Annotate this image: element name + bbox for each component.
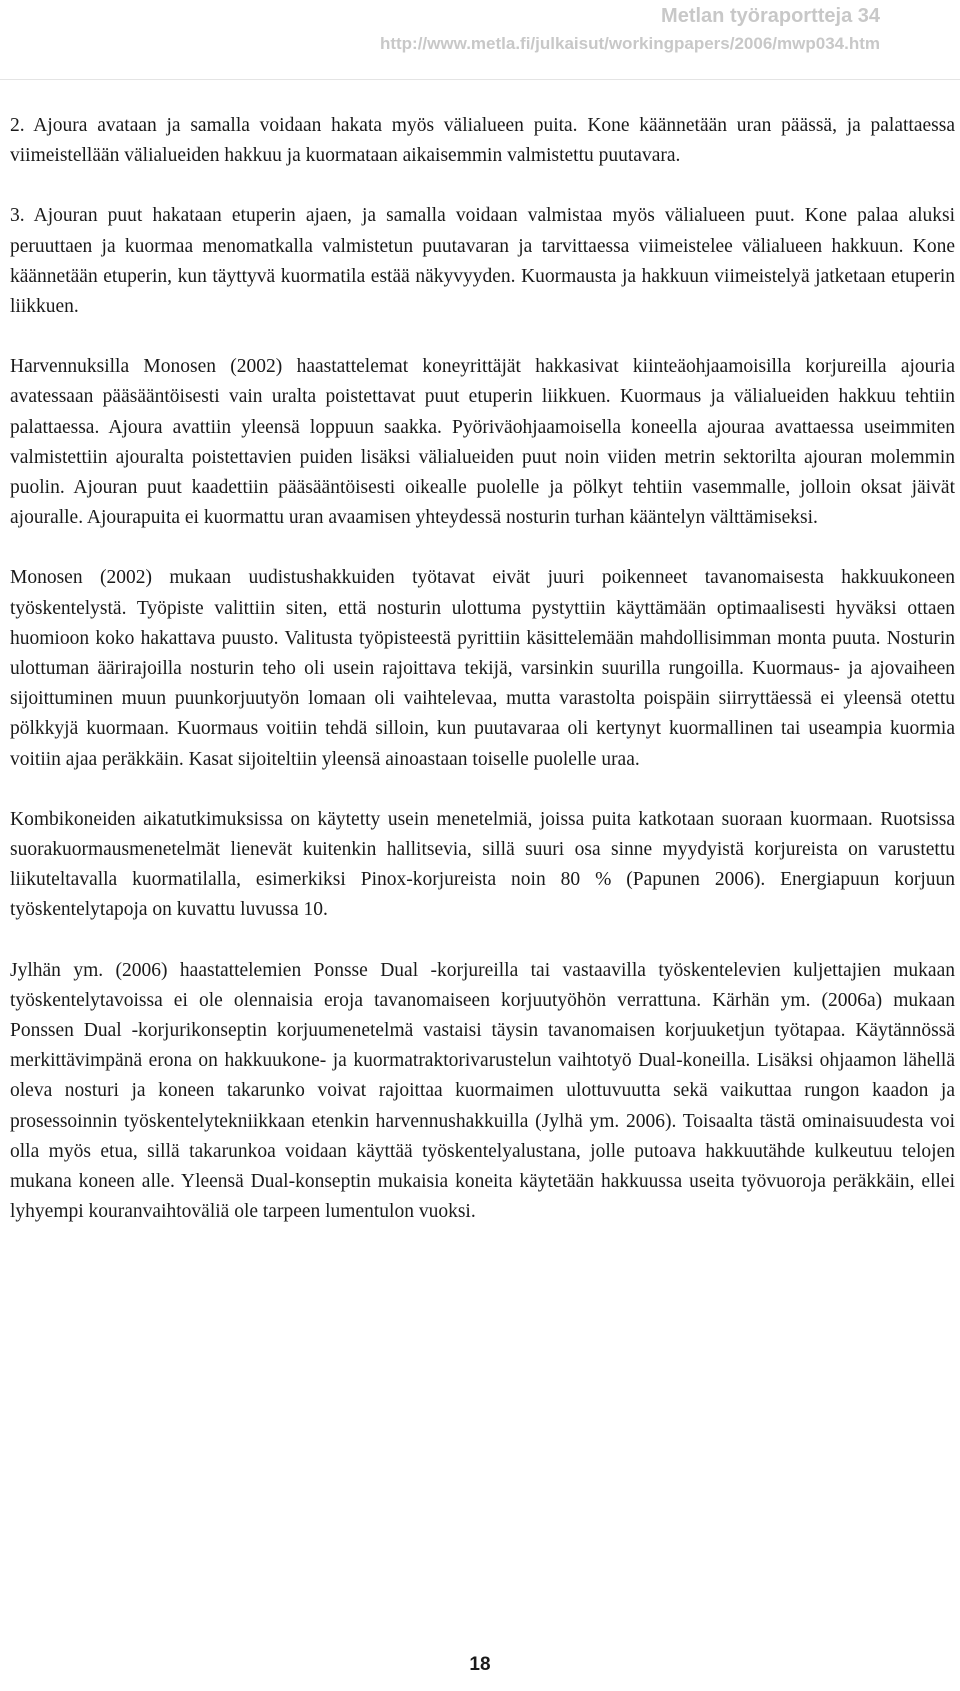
list-item-3: 3. Ajouran puut hakataan etuperin ajaen, ja samalla voidaan valmistaa myös välialueen puut. Kone palaa aluksi peruuttaen ja kuormaa menomatkalla valmistetun puutavaran ja tarvittaessa viimeistelee välialueen hakkuun. Kone käännetään etuperin, kun täyttyvä kuormatila estää näkyvyyden. Kuormausta ja hakkuun viimeistelyä jatketaan etuperin liikkuen.	[10, 205, 955, 318]
page-number: 18	[469, 1654, 491, 1675]
body-text	[10, 111, 955, 1228]
list-item-2: 2. Ajoura avataan ja samalla voidaan hakata myös välialueen puita. Kone käännetään uran päässä, ja palattaessa viimeistellään välialueiden hakkuu ja kuormataan aikaisemmin valmistettu puutavara.	[10, 115, 955, 167]
paragraph-harvennuksilla: Harvennuksilla Monosen (2002) haastattelemat koneyrittäjät hakkasivat kiinteäohjaamoisilla korjureilla ajouria avatessaan pääsääntöisesti vain uralta poistettavat puut etuperin liikkuen. Kuormaus ja välialueiden hakkuu tehtiin palattaessa. Ajoura avattiin yleensä loppuun saakka. Pyöriväohjaamoisella koneella ajouraa avattaessa useimmiten valmistettiin ajouralta poistettavien puiden lisäksi välialueiden puut noin viiden metrin sektorilta ajouran molemmin puolin. Ajouran puut kaadettiin pääsääntöisesti oikealle puolelle ja pölkyt tehtiin vasemmalle, jolloin oksat jäivät ajouralle. Ajourapuita ei kuormattu uran avaamisen yhteydessä nosturin turhan kääntelyn välttämiseksi.	[10, 356, 955, 529]
header-divider	[0, 79, 960, 80]
paragraph-kombikoneiden: Kombikoneiden aikatutkimuksissa on käytetty usein menetelmiä, joissa puita katkotaan suoraan kuormaan. Ruotsissa suorakuormausmenetelmät lienevät kuitenkin hallitsevia, sillä suuri osa sinne myydyistä korjureista on varustettu liikuteltavalla kuormatilalla, esimerkiksi Pinox-korjureista noin 80 % (Papunen 2006). Energiapuun korjuun työskentelytapoja on kuvattu luvussa 10.	[10, 808, 955, 921]
paragraph-jylhan: Jylhän ym. (2006) haastattelemien Ponsse Dual -korjureilla tai vastaavilla työskentelevien kuljettajien mukaan työskentelytavoissa ei ole olennaisia eroja tavanomaiseen korjuutyöhön verrattuna. Kärhän ym. (2006a) mukaan Ponssen Dual -korjurikonseptin korjuumenetelmä vastaisi täysin tavanomaisen korjuuketjun työtapaa. Käytännössä merkittävimpänä erona on hakkuukone- ja kuormatraktorivarustelun vaihtotyö Dual-koneilla. Lisäksi ohjaamon lähellä oleva nosturi ja koneen takarunko voivat rajoittaa kuormaimen ulottuvuutta sekä vaikuttaa rungon kaadon ja prosessoinnin työskentelytekniikkaan etenkin harvennushakkuilla (Jylhä ym. 2006). Toisaalta tästä ominaisuudesta voi olla myös etua, sillä takarunkoa voidaan käyttää työskentelyalustana, jolle putoava hakkuutähde kulkeutuu telojen mukana koneen alle. Yleensä Dual-konseptin mukaisia koneita käytetään hakkuussa useita työvuoroja peräkkäin, ellei lyhyempi kouranvaihtoväliä ole tarpeen lumentulon vuoksi.	[10, 959, 955, 1223]
paragraph-monosen: Monosen (2002) mukaan uudistushakkuiden työtavat eivät juuri poikenneet tavanomaisesta hakkuukoneen työskentelystä. Työpiste valittiin siten, että nosturin ulottuma pystyttiin käyttämään optimaalisesti hyväksi ottaen huomioon koko hakattava puusto. Valitusta työpisteestä pyrittiin käsittelemään mahdollisimman monta puuta. Nosturin ulottuman äärirajoilla nosturin teho oli usein rajoittava tekijä, varsinkin suurilla rungoilla. Kuormaus- ja ajovaiheen sijoittuminen muun puunkorjuutyön lomaan oli vaihtelevaa, mutta varastolta poispäin siirryttäessä ei yleensä otettu pölkkyjä kuormaan. Kuormaus voitiin tehdä silloin, kun puutavaraa oli kertynyt kuormallinen tai useampia kuormia voitiin ajaa peräkkäin. Kasat sijoiteltiin yleensä ainoastaan toiselle puolelle uraa.	[10, 567, 955, 770]
series-url[interactable]: http://www.metla.fi/julkaisut/workingpapers/2006/mwp034.htm	[379, 34, 880, 53]
page-header	[380, 3, 880, 55]
series-title: Metlan työraportteja 34	[661, 5, 880, 27]
